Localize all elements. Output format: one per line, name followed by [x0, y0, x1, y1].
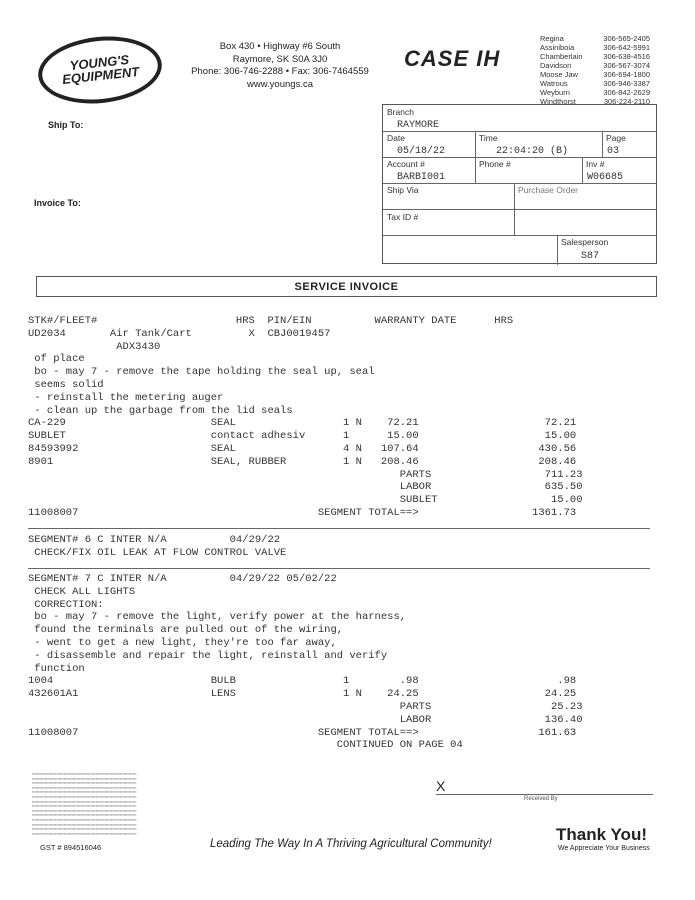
invoice-line: 11008007 SEGMENT TOTAL==> 1361.73 [28, 506, 577, 519]
website: www.youngs.ca [246, 79, 313, 90]
location-row [540, 61, 650, 70]
salesperson-value: S87 [581, 251, 600, 262]
invoice-line: STK#/FLEET# HRS PIN/EIN WARRANTY DATE HRS [28, 315, 514, 327]
invoice-line: bo - may 7 - remove the tape holding the seal up, seal [28, 366, 375, 379]
invoice-line: CHECK/FIX OIL LEAK AT FLOW CONTROL VALVE [28, 546, 287, 559]
location-row [540, 79, 650, 88]
time-label: Time [479, 133, 498, 143]
page-value: 03 [607, 146, 620, 157]
location-row [540, 43, 650, 52]
location-city: Regina [540, 34, 564, 43]
location-city: Chamberlain [540, 52, 583, 61]
address-line-1: Box 430 • Highway #6 South [219, 41, 341, 52]
address-line-2: Raymore, SK S0A 3J0 [232, 54, 328, 65]
invoice-info-box [382, 104, 657, 264]
account-value: BARBI001 [397, 172, 446, 183]
date-label: Date [387, 133, 405, 143]
invoice-line: 11008007 SEGMENT TOTAL==> 161.63 [28, 726, 577, 739]
logo-text: YOUNG'S EQUIPMENT [61, 51, 140, 87]
location-phone: 306-567-3074 [603, 61, 650, 70]
invoice-line: 1004 BULB 1 .98 .98 [28, 675, 577, 688]
invoice-line: - reinstall the metering auger [28, 391, 224, 404]
invoice-line: - clean up the garbage from the lid seals [28, 404, 293, 417]
salesperson-label: Salesperson [561, 237, 609, 247]
location-row [540, 52, 650, 61]
invoice-line: of place [28, 353, 85, 366]
invoice-line: ADX3430 [28, 340, 161, 353]
invoice-line: SEGMENT# 6 C INTER N/A 04/29/22 [28, 534, 281, 546]
invoice-line: PARTS 711.23 [28, 468, 583, 481]
invoice-line: 432601A1 LENS 1 N 24.25 24.25 [28, 688, 577, 701]
invoice-line: function [28, 662, 85, 675]
location-phone: 306-224-2110 [603, 97, 650, 106]
tax-id-label: Tax ID # [387, 212, 419, 222]
segment-divider [28, 528, 650, 529]
location-city: Moose Jaw [540, 70, 578, 79]
account-label: Account # [387, 159, 425, 169]
phone-label: Phone # [479, 159, 511, 169]
invoice-line: CHECK ALL LIGHTS [28, 585, 136, 598]
invoice-line: bo - may 7 - remove the light, verify power at the harness, [28, 611, 407, 624]
invoice-line: CA-229 SEAL 1 N 72.21 72.21 [28, 417, 577, 430]
location-phone: 306-842-2629 [603, 88, 650, 97]
invoice-line: 8901 SEAL, RUBBER 1 N 208.46 208.46 [28, 455, 577, 468]
inv-value: W06685 [587, 172, 624, 183]
thank-you-subtitle: We Appreciate Your Business [558, 845, 650, 852]
slogan: Leading The Way In A Thriving Agricultural Community! [210, 838, 492, 850]
location-city: Assiniboia [540, 43, 575, 52]
fine-print: ▪▪▪▪▪▪▪▪▪▪▪▪▪▪▪▪▪▪▪▪▪▪▪▪▪▪▪▪▪▪▪▪▪▪▪▪▪▪▪▪▪▪▪▪▪▪▪▪▪▪▪▪▪▪▪▪▪▪▪▪▪▪▪▪▪▪▪▪▪▪▪▪▪▪▪▪▪▪▪▪▪▪ ▪▪▪▪▪▪▪▪▪▪▪▪▪▪▪▪▪▪▪▪▪▪▪▪▪▪▪▪▪▪▪▪▪▪▪▪▪▪▪▪▪▪▪▪▪▪▪▪▪▪▪▪▪▪▪▪▪▪▪▪▪▪▪▪▪▪▪▪▪▪▪▪▪▪▪▪▪▪▪▪▪▪ ▪▪▪▪▪▪▪▪▪▪▪▪▪▪▪▪▪▪▪▪▪▪▪▪▪▪▪▪▪▪▪▪▪▪▪▪▪▪▪▪▪▪▪▪▪▪▪▪▪▪▪▪▪▪▪▪▪▪▪▪▪▪▪▪▪▪▪▪▪▪▪▪▪▪▪▪▪▪▪▪▪▪ ▪▪▪▪▪▪▪▪▪▪▪▪▪▪▪▪▪▪▪▪▪▪▪▪▪▪▪▪▪▪▪▪▪▪▪▪▪▪▪▪▪▪▪▪▪▪▪▪▪▪▪▪▪▪▪▪▪▪▪▪▪▪▪▪▪▪▪▪▪▪▪▪▪▪▪▪▪▪▪▪▪▪ ▪▪▪▪▪▪▪▪▪▪▪▪▪▪▪▪▪▪▪▪▪▪▪▪▪▪▪▪▪▪▪▪▪▪▪▪▪▪▪▪▪▪▪▪▪▪▪▪▪▪▪▪▪▪▪▪▪▪▪▪▪▪▪▪▪▪▪▪▪▪▪▪▪▪▪▪▪▪▪▪▪▪ ▪▪▪▪▪▪▪▪▪▪▪▪▪▪▪▪▪▪▪▪▪▪▪▪▪▪▪▪▪▪▪▪▪▪▪▪▪▪▪▪▪▪▪▪▪▪▪▪▪▪▪▪▪▪▪▪▪▪▪▪▪▪▪▪▪▪▪▪▪▪▪▪▪▪▪▪▪▪▪▪▪▪ ▪▪▪▪▪▪▪▪▪▪▪▪▪▪▪▪▪▪▪▪▪▪▪▪▪▪▪▪▪▪▪▪▪▪▪▪▪▪▪▪▪▪▪▪▪▪▪▪▪▪▪▪▪▪▪▪▪▪▪▪▪▪▪▪▪▪▪▪▪▪▪▪▪▪▪▪▪▪▪▪▪▪ ▪▪▪▪▪▪▪▪▪▪▪▪▪▪▪▪▪▪▪▪▪▪▪▪▪▪▪▪▪▪▪▪▪▪▪▪▪▪▪▪▪▪▪▪▪▪▪▪▪▪▪▪▪▪▪▪▪▪▪▪▪▪▪▪▪▪▪▪▪▪▪▪▪▪▪▪▪▪▪▪▪▪ ▪▪▪▪▪▪▪▪▪▪▪▪▪▪▪▪▪▪▪▪▪▪▪▪▪▪▪▪▪▪▪▪▪▪▪▪▪▪▪▪▪▪▪▪▪▪▪▪▪▪▪▪▪▪▪▪▪▪▪▪▪▪▪▪▪▪▪▪▪▪▪▪▪▪▪▪▪▪▪▪▪▪ ▪▪▪▪▪▪▪▪▪▪▪▪▪▪▪▪▪▪▪▪▪▪▪▪▪▪▪▪▪▪▪▪▪▪▪▪▪▪▪▪▪▪▪▪▪▪▪▪▪▪▪▪▪▪▪▪▪▪▪▪▪▪▪▪▪▪▪▪▪▪▪▪▪▪▪▪▪▪▪▪▪▪ ▪▪▪▪▪▪▪▪▪▪▪▪▪▪▪▪▪▪▪▪▪▪▪▪▪▪▪▪▪▪▪▪▪▪▪▪▪▪▪▪▪▪▪▪▪▪▪▪▪▪▪▪▪▪▪▪▪▪▪▪▪▪▪▪▪▪▪▪▪▪▪▪▪▪▪▪▪▪▪▪▪▪ ▪▪▪▪▪▪▪▪▪▪▪▪▪▪▪▪▪▪▪▪▪▪▪▪▪▪▪▪▪▪▪▪▪▪▪▪▪▪▪▪▪▪▪▪▪▪▪▪▪▪▪▪▪▪▪▪▪▪▪▪▪▪▪▪▪▪▪▪▪▪▪▪▪▪▪▪▪▪▪▪▪▪ ▪▪▪▪▪▪▪▪▪▪▪▪▪▪▪▪▪▪▪▪▪▪▪▪▪▪▪▪▪▪▪▪▪▪▪▪▪▪▪▪▪▪▪▪▪▪▪▪▪▪▪▪▪▪▪▪▪▪▪▪▪▪▪▪▪▪▪▪▪▪▪▪▪▪▪▪▪▪▪▪▪▪ ▪▪▪▪▪▪▪▪▪▪▪▪▪▪▪▪▪▪▪▪▪▪▪▪▪▪▪▪▪▪▪▪▪▪▪▪▪▪▪▪▪▪▪▪▪▪▪▪▪▪▪▪▪▪▪▪▪▪▪▪▪▪▪▪▪▪▪▪▪▪▪▪▪▪▪▪▪▪▪▪▪▪ [32, 772, 137, 836]
location-phone: 306-638-4516 [603, 52, 650, 61]
invoice-line: SUBLET contact adhesiv 1 15.00 15.00 [28, 430, 577, 443]
invoice-line: seems solid [28, 378, 104, 391]
inv-label: Inv # [586, 159, 605, 169]
invoice-line: SUBLET 15.00 [28, 494, 583, 507]
segment-divider [28, 568, 650, 569]
invoice-line: CORRECTION: [28, 598, 104, 611]
invoice-line: LABOR 635.50 [28, 481, 583, 494]
location-city: Windthorst [540, 97, 576, 106]
ship-to-label: Ship To: [48, 120, 84, 130]
segment-6 [28, 534, 286, 560]
locations-list [540, 34, 650, 106]
location-row [540, 34, 650, 43]
invoice-line: PARTS 25.23 [28, 700, 583, 713]
ship-via-label: Ship Via [387, 185, 419, 195]
branch-label: Branch [387, 107, 414, 117]
gst-number: GST # 894516046 [40, 843, 102, 852]
invoice-body [28, 315, 583, 520]
date-value: 05/18/22 [397, 146, 446, 157]
invoice-line: SEGMENT# 7 C INTER N/A 04/29/22 05/02/22 [28, 573, 337, 585]
location-phone: 306-642-5991 [603, 43, 650, 52]
branch-value: RAYMORE [397, 120, 440, 131]
invoice-line: found the terminals are pulled out of the wiring, [28, 624, 344, 637]
time-value: 22:04:20 (B) [496, 146, 569, 157]
invoice-to-label: Invoice To: [34, 198, 81, 208]
phone-fax: Phone: 306-746-2288 • Fax: 306-7464559 [191, 66, 369, 77]
location-city: Weyburn [540, 88, 570, 97]
company-address [190, 40, 370, 66]
case-ih-logo: CASE IH [404, 46, 501, 71]
location-row [540, 70, 650, 79]
po-label: Purchase Order [518, 185, 578, 195]
thank-you: Thank You! [556, 825, 647, 844]
signature-line [436, 794, 653, 795]
location-phone: 306-565-2405 [603, 34, 650, 43]
invoice-line: - disassemble and repair the light, reinstall and verify [28, 649, 388, 662]
invoice-line: CONTINUED ON PAGE 04 [28, 739, 463, 752]
invoice-title: SERVICE INVOICE [36, 276, 657, 297]
location-row [540, 88, 650, 97]
page-label: Page [606, 133, 626, 143]
invoice-line: LABOR 136.40 [28, 713, 583, 726]
location-city: Watrous [540, 79, 568, 88]
invoice-line: UD2034 Air Tank/Cart X CBJ0019457 [28, 327, 331, 340]
location-phone: 306-946-3387 [603, 79, 650, 88]
received-by-label: Received By [524, 796, 558, 802]
invoice-line: 84593992 SEAL 4 N 107.64 430.56 [28, 442, 577, 455]
location-phone: 306-694-1800 [603, 70, 650, 79]
signature-mark: X [436, 778, 446, 794]
invoice-line: - went to get a new light, they're too far away, [28, 636, 337, 649]
segment-7 [28, 573, 583, 752]
location-city: Davidson [540, 61, 572, 70]
